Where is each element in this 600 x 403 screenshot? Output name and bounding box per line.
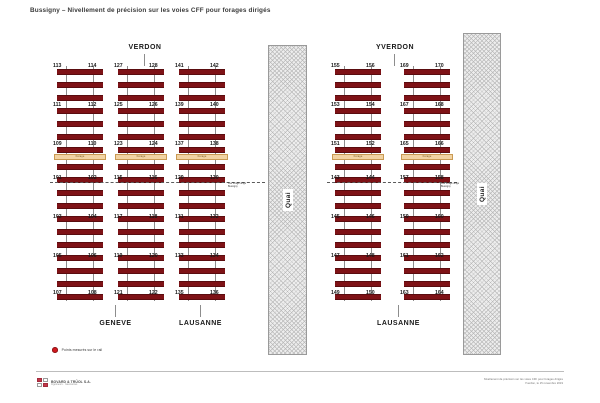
point-number: 136: [210, 290, 219, 296]
forage-marker: [332, 154, 384, 160]
sleeper: [179, 108, 225, 114]
company-logo: [37, 378, 91, 387]
point-number: 167: [400, 102, 409, 108]
direction-tick-geneve: [115, 305, 116, 317]
point-number: 124: [149, 141, 158, 147]
sleeper: [57, 242, 103, 248]
platform-quai-1: [268, 45, 307, 355]
sleeper: [404, 281, 450, 287]
drilling-axis-note-right: [441, 183, 459, 189]
sleeper: [404, 268, 450, 274]
point-number: 151: [331, 141, 340, 147]
point-number: 121: [114, 290, 123, 296]
direction-label-geneve: GENEVE: [99, 320, 132, 327]
sleeper: [57, 121, 103, 127]
sleeper: [335, 108, 381, 114]
forage-label: Forage: [353, 155, 363, 159]
point-number: 115: [114, 175, 123, 181]
forage-marker: [176, 154, 228, 160]
company-name: BOVARD & TRÜOL S.A.: [51, 379, 91, 384]
sleeper: [118, 281, 164, 287]
point-number: 126: [149, 102, 158, 108]
sleeper: [335, 268, 381, 274]
legend: [52, 347, 102, 353]
sleeper: [118, 69, 164, 75]
sleeper: [404, 134, 450, 140]
sleeper: [404, 69, 450, 75]
point-number: 163: [400, 290, 409, 296]
sleeper: [404, 190, 450, 196]
sleeper: [118, 134, 164, 140]
sleeper: [118, 164, 164, 170]
sleeper: [404, 82, 450, 88]
sleeper: [404, 203, 450, 209]
point-number: 164: [435, 290, 444, 296]
sleeper: [335, 82, 381, 88]
sleeper: [57, 147, 103, 153]
direction-tick-verdon: [144, 54, 145, 66]
rail-left: [127, 66, 128, 301]
point-number: 150: [366, 290, 375, 296]
sleeper: [118, 229, 164, 235]
sleeper: [57, 95, 103, 101]
forage-marker: [401, 154, 453, 160]
sleeper: [57, 69, 103, 75]
sleeper: [57, 190, 103, 196]
point-number: 116: [149, 175, 158, 181]
point-number: 129: [175, 175, 184, 181]
point-number: 146: [366, 214, 375, 220]
point-number: 137: [175, 141, 184, 147]
footer-divider: [36, 371, 564, 372]
sleeper: [57, 268, 103, 274]
point-number: 134: [210, 253, 219, 259]
sleeper: [57, 164, 103, 170]
point-number: 113: [53, 63, 62, 69]
point-number: 133: [175, 253, 184, 259]
point-number: 112: [88, 102, 97, 108]
sleeper: [404, 242, 450, 248]
direction-tick-lausanne-right: [398, 305, 399, 317]
point-number: 111: [53, 102, 62, 108]
sleeper: [179, 164, 225, 170]
point-number: 148: [366, 253, 375, 259]
direction-label-yverdon: YVERDON: [375, 44, 415, 51]
point-number: 104: [88, 214, 97, 220]
forage-label: Forage: [422, 155, 432, 159]
point-number: 169: [400, 63, 409, 69]
axis-note-line2: Bussigny: [441, 184, 451, 188]
drilling-axis-note-left: [228, 183, 246, 189]
point-number: 117: [114, 214, 123, 220]
sleeper: [335, 134, 381, 140]
sleeper: [179, 268, 225, 274]
point-number: 143: [331, 175, 340, 181]
point-number: 141: [175, 63, 184, 69]
point-number: 142: [210, 63, 219, 69]
point-number: 107: [53, 290, 62, 296]
point-number: 122: [149, 290, 158, 296]
forage-label: Forage: [75, 155, 85, 159]
axis-note-line1: Axe forage dirigé: [228, 182, 247, 185]
point-number: 135: [175, 290, 184, 296]
point-number: 119: [114, 253, 123, 259]
sleeper: [57, 229, 103, 235]
point-number: 160: [435, 214, 444, 220]
point-number: 161: [400, 253, 409, 259]
footer-notes: [484, 378, 563, 386]
point-number: 130: [210, 175, 219, 181]
forage-marker: [54, 154, 106, 160]
point-number: 118: [149, 214, 158, 220]
forage-label: Forage: [136, 155, 146, 159]
forage-label: Forage: [197, 155, 207, 159]
sleeper: [118, 190, 164, 196]
point-number: 144: [366, 175, 375, 181]
sleeper: [335, 190, 381, 196]
sleeper: [404, 147, 450, 153]
direction-label-lausanne-left: LAUSANNE: [179, 320, 222, 327]
sleeper: [118, 108, 164, 114]
point-number: 120: [149, 253, 158, 259]
point-number: 168: [435, 102, 444, 108]
sleeper: [179, 281, 225, 287]
sleeper: [179, 229, 225, 235]
sleeper: [335, 203, 381, 209]
sleeper: [57, 82, 103, 88]
point-number: 156: [366, 63, 375, 69]
direction-label-verdon: VERDON: [128, 44, 162, 51]
company-subtitle: Ingénieurs · Géomètres: [51, 383, 78, 386]
point-number: 114: [88, 63, 97, 69]
point-number: 108: [88, 290, 97, 296]
point-number: 123: [114, 141, 123, 147]
sleeper: [179, 121, 225, 127]
platform-quai-2: [463, 33, 501, 355]
point-number: 153: [331, 102, 340, 108]
point-number: 109: [53, 141, 62, 147]
point-number: 166: [435, 141, 444, 147]
point-number: 132: [210, 214, 219, 220]
point-number: 154: [366, 102, 375, 108]
measurement-point-dot-icon: [52, 347, 58, 353]
sleeper: [118, 268, 164, 274]
sleeper: [118, 95, 164, 101]
rail-left: [413, 66, 414, 301]
logo-mark-icon: [37, 378, 48, 387]
point-number: 155: [331, 63, 340, 69]
sleeper: [57, 281, 103, 287]
sleeper: [335, 242, 381, 248]
sleeper: [335, 147, 381, 153]
sleeper: [118, 242, 164, 248]
sleeper: [404, 229, 450, 235]
sleeper: [118, 147, 164, 153]
point-number: 103: [53, 214, 62, 220]
point-number: 157: [400, 175, 409, 181]
point-number: 131: [175, 214, 184, 220]
direction-tick-lausanne-left: [200, 305, 201, 317]
point-number: 159: [400, 214, 409, 220]
sleeper: [335, 229, 381, 235]
rail-left: [66, 66, 67, 301]
point-number: 145: [331, 214, 340, 220]
point-number: 170: [435, 63, 444, 69]
sleeper: [179, 147, 225, 153]
sleeper: [335, 164, 381, 170]
point-number: 127: [114, 63, 123, 69]
sleeper: [179, 95, 225, 101]
footer-note-line-1: Nivellement de précision sur les voies CFF pour forages dirigés: [483, 378, 563, 381]
rail-left: [188, 66, 189, 301]
sleeper: [335, 121, 381, 127]
sleeper: [335, 281, 381, 287]
direction-label-lausanne-right: LAUSANNE: [377, 320, 420, 327]
point-number: 101: [53, 175, 62, 181]
point-number: 165: [400, 141, 409, 147]
sleeper: [179, 203, 225, 209]
sleeper: [404, 164, 450, 170]
drawing-title: Bussigny – Nivellement de précision sur les voies CFF pour forages dirigés: [30, 7, 271, 14]
platform-label: Quai: [477, 183, 487, 205]
sleeper: [179, 134, 225, 140]
point-number: 162: [435, 253, 444, 259]
point-number: 140: [210, 102, 219, 108]
point-number: 138: [210, 141, 219, 147]
sleeper: [57, 203, 103, 209]
sleeper: [57, 134, 103, 140]
axis-note-line2: Bussigny: [228, 184, 238, 188]
sleeper: [118, 82, 164, 88]
sleeper: [179, 69, 225, 75]
sleeper: [57, 108, 103, 114]
direction-tick-yverdon: [394, 54, 395, 66]
sleeper: [118, 121, 164, 127]
footer-note-line-2: Yverdon, le 15 novembre 2019: [524, 381, 563, 385]
sleeper: [179, 82, 225, 88]
point-number: 106: [88, 253, 97, 259]
point-number: 158: [435, 175, 444, 181]
point-number: 147: [331, 253, 340, 259]
rail-left: [344, 66, 345, 301]
point-number: 125: [114, 102, 123, 108]
point-number: 149: [331, 290, 340, 296]
point-number: 139: [175, 102, 184, 108]
point-number: 105: [53, 253, 62, 259]
point-number: 102: [88, 175, 97, 181]
sleeper: [179, 242, 225, 248]
sleeper: [404, 121, 450, 127]
sleeper: [335, 69, 381, 75]
platform-label: Quai: [283, 189, 293, 211]
point-number: 128: [149, 63, 158, 69]
forage-marker: [115, 154, 167, 160]
axis-note-line1: Axe forage dirigé: [441, 182, 460, 185]
sleeper: [335, 95, 381, 101]
sleeper: [404, 95, 450, 101]
sleeper: [404, 108, 450, 114]
sleeper: [118, 203, 164, 209]
legend-label: Points mesurés sur le rail: [61, 347, 103, 352]
sleeper: [179, 190, 225, 196]
point-number: 110: [88, 141, 97, 147]
point-number: 152: [366, 141, 375, 147]
